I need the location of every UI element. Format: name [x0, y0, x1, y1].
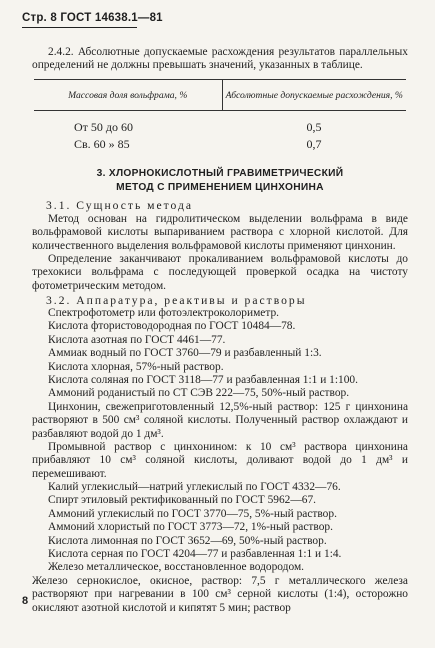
list-item: Кислота серная по ГОСТ 4204—77 и разбавленная 1:1 и 1:4.: [48, 548, 342, 561]
tolerance-table: [34, 79, 406, 153]
list-item: Кислота фтористоводородная по ГОСТ 10484—78.: [48, 320, 296, 333]
table-cell-value: 0,7: [306, 137, 322, 151]
list-item: Кислота азотная по ГОСТ 4461—77.: [48, 333, 226, 346]
list-item: Аммоний углекислый по ГОСТ 3770—75, 5%-ный раствор.: [48, 507, 337, 520]
heading-3-1: 3.1. Сущность метода: [46, 199, 194, 212]
list-item: Аммоний роданистый по СТ СЭВ 222—75, 50%-ный раствор.: [48, 387, 350, 400]
list-item: Аммоний хлористый по ГОСТ 3773—72, 1%-ный раствор.: [48, 521, 333, 534]
paragraph-cinchonine: Цинхонин, свежеприготовленный 12,5%-ный раствор: 125 г цинхонина растворяют в 500 см³ соляной кислоты. Полученный раствор охлаждают и разбавляют водой до 1 дм³.: [32, 401, 408, 440]
list-item: Кислота соляная по ГОСТ 3118—77 и разбавленная 1:1 и 1:100.: [48, 374, 358, 387]
list-item: Кислота хлорная, 57%-ный раствор.: [48, 360, 224, 373]
list-item: Аммиак водный по ГОСТ 3760—79 и разбавленный 1:3.: [48, 347, 322, 360]
page-header: Стр. 8 ГОСТ 14638.1—81: [22, 12, 163, 24]
paragraph-2-4-2: 2.4.2. Абсолютные допускаемые расхождения результатов параллельных определений не должны превышать значений, указанных в таблице.: [32, 46, 408, 72]
page-number: 8: [22, 595, 29, 607]
paragraph-wash-solution: Промывной раствор с цинхонином: к 10 см³ раствора цинхонина прибавляют 10 см³ соляной кислоты, доливают водой до 1 дм³ и перемешивают.: [32, 441, 408, 480]
list-item: Калий углекислый—натрий углекислый по ГОСТ 4332—76.: [48, 481, 341, 493]
header-underline: [22, 27, 137, 28]
table-header-tungsten: Массовая доля вольфрама, %: [68, 89, 188, 101]
paragraph-3-1-b: Определение заканчивают прокаливанием вольфрамовой кислоты до трехокиси вольфрама с последующей проверкой осадка на чистоту фотометрическим методом.: [32, 253, 408, 292]
table-cell-range: От 50 до 60: [74, 120, 134, 134]
table-header-row: [34, 80, 406, 110]
heading-3-2: 3.2. Аппаратура, реактивы и растворы: [46, 294, 307, 307]
paragraph-3-1-a: Метод основан на гидролитическом выделении вольфрама в виде вольфрамовой кислоты выпариванием раствора с хлорной кислотой. Для количественного выделения вольфрамовой кислоты применяют цинхонин.: [32, 213, 408, 252]
table-row: [34, 119, 406, 136]
table-header-tolerance: Абсолютные допускаемые расхождения, %: [225, 89, 403, 101]
list-item: Спирт этиловый ректификованный по ГОСТ 5962—67.: [48, 494, 317, 507]
reagent-list-b: [32, 481, 408, 575]
table-row: [34, 136, 406, 153]
list-item: Железо металлическое, восстановленное водородом.: [48, 561, 305, 574]
reagent-list-a: [32, 307, 408, 401]
section-3-title-line2: МЕТОД С ПРИМЕНЕНИЕМ ЦИНХОНИНА: [116, 182, 324, 193]
list-item: Спектрофотометр или фотоэлектроколориметр.: [48, 307, 280, 319]
section-3-title-line1: 3. ХЛОРНОКИСЛОТНЫЙ ГРАВИМЕТРИЧЕСКИЙ: [96, 168, 344, 179]
table-cell-range: Св. 60 » 85: [74, 137, 130, 151]
list-item: Кислота лимонная по ГОСТ 3652—69, 50%-ный раствор.: [48, 534, 327, 547]
table-cell-value: 0,5: [306, 120, 322, 134]
paragraph-iron-sulfate: Железо сернокислое, окисное, раствор: 7,5 г металлического железа растворяют при нагревании в 100 см³ серной кислоты (1:4), осторожно окисляют азотной кислотой и кипятят 5 мин; раствор: [32, 575, 408, 614]
